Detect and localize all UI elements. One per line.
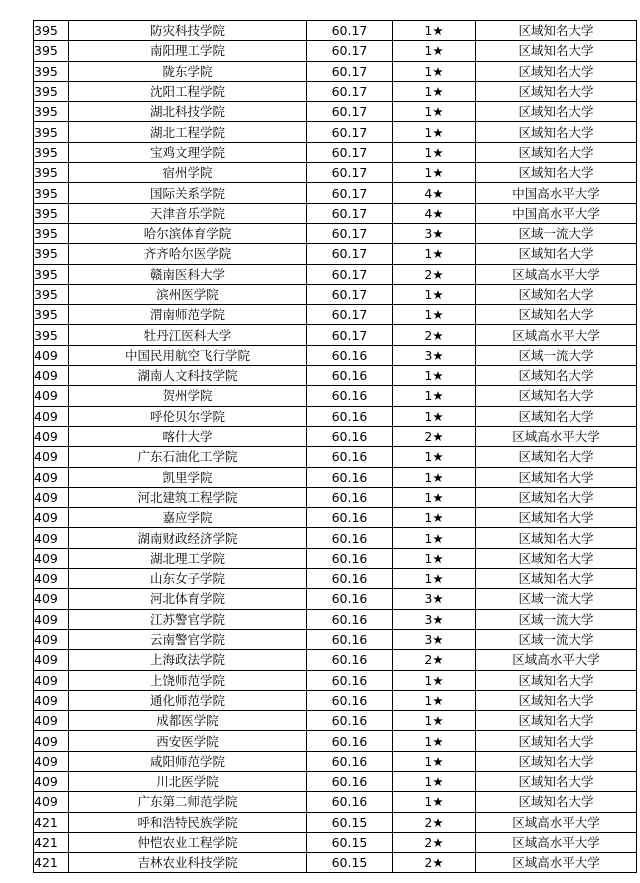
rank-cell: 395 [34, 325, 69, 345]
rank-cell: 409 [34, 426, 69, 446]
rank-cell: 409 [34, 771, 69, 791]
score-cell: 60.16 [307, 711, 393, 731]
level-cell: 区域知名大学 [476, 163, 637, 183]
level-cell: 区域知名大学 [476, 21, 637, 41]
table-row [34, 548, 637, 568]
university-name-cell: 上饶师范学院 [69, 670, 307, 690]
university-name-cell: 呼伦贝尔学院 [69, 406, 307, 426]
table-row [34, 163, 637, 183]
table-row [34, 751, 637, 771]
university-name-cell: 西安医学院 [69, 731, 307, 751]
table-row [34, 61, 637, 81]
rank-cell: 395 [34, 142, 69, 162]
rank-cell: 395 [34, 163, 69, 183]
university-name-cell: 宝鸡文理学院 [69, 142, 307, 162]
score-cell: 60.17 [307, 203, 393, 223]
table-row [34, 142, 637, 162]
score-cell: 60.17 [307, 325, 393, 345]
rank-cell: 409 [34, 731, 69, 751]
rank-cell: 409 [34, 386, 69, 406]
rank-cell: 421 [34, 812, 69, 832]
star-rating-cell: 1★ [393, 528, 476, 548]
score-cell: 60.15 [307, 812, 393, 832]
level-cell: 区域一流大学 [476, 589, 637, 609]
rank-cell: 409 [34, 650, 69, 670]
university-name-cell: 呼和浩特民族学院 [69, 812, 307, 832]
score-cell: 60.16 [307, 650, 393, 670]
university-name-cell: 嘉应学院 [69, 508, 307, 528]
level-cell: 区域知名大学 [476, 386, 637, 406]
score-cell: 60.16 [307, 690, 393, 710]
table-row [34, 426, 637, 446]
rank-cell: 409 [34, 609, 69, 629]
table-row [34, 183, 637, 203]
university-name-cell: 成都医学院 [69, 711, 307, 731]
ranking-table-body [34, 21, 637, 873]
level-cell: 区域高水平大学 [476, 812, 637, 832]
level-cell: 区域知名大学 [476, 467, 637, 487]
rank-cell: 395 [34, 203, 69, 223]
star-rating-cell: 1★ [393, 244, 476, 264]
table-row [34, 731, 637, 751]
star-rating-cell: 1★ [393, 569, 476, 589]
table-row [34, 690, 637, 710]
level-cell: 区域知名大学 [476, 569, 637, 589]
score-cell: 60.17 [307, 284, 393, 304]
star-rating-cell: 3★ [393, 223, 476, 243]
level-cell: 中国高水平大学 [476, 183, 637, 203]
score-cell: 60.17 [307, 163, 393, 183]
rank-cell: 409 [34, 548, 69, 568]
star-rating-cell: 1★ [393, 690, 476, 710]
table-row [34, 812, 637, 832]
rank-cell: 409 [34, 508, 69, 528]
university-name-cell: 仲恺农业工程学院 [69, 832, 307, 852]
table-row [34, 832, 637, 852]
table-row [34, 386, 637, 406]
table-row [34, 650, 637, 670]
rank-cell: 409 [34, 629, 69, 649]
score-cell: 60.16 [307, 406, 393, 426]
rank-cell: 409 [34, 528, 69, 548]
university-name-cell: 齐齐哈尔医学院 [69, 244, 307, 264]
level-cell: 区域一流大学 [476, 629, 637, 649]
level-cell: 区域知名大学 [476, 771, 637, 791]
table-row [34, 305, 637, 325]
rank-cell: 409 [34, 792, 69, 812]
level-cell: 区域知名大学 [476, 142, 637, 162]
star-rating-cell: 1★ [393, 386, 476, 406]
level-cell: 区域知名大学 [476, 102, 637, 122]
star-rating-cell: 1★ [393, 122, 476, 142]
rank-cell: 395 [34, 305, 69, 325]
star-rating-cell: 1★ [393, 284, 476, 304]
table-row [34, 21, 637, 41]
star-rating-cell: 4★ [393, 203, 476, 223]
score-cell: 60.16 [307, 426, 393, 446]
table-row [34, 102, 637, 122]
star-rating-cell: 1★ [393, 771, 476, 791]
score-cell: 60.16 [307, 345, 393, 365]
university-name-cell: 喀什大学 [69, 426, 307, 446]
score-cell: 60.15 [307, 853, 393, 873]
university-name-cell: 宿州学院 [69, 163, 307, 183]
score-cell: 60.16 [307, 508, 393, 528]
university-name-cell: 湖北理工学院 [69, 548, 307, 568]
table-row [34, 366, 637, 386]
star-rating-cell: 1★ [393, 711, 476, 731]
university-name-cell: 牡丹江医科大学 [69, 325, 307, 345]
score-cell: 60.16 [307, 670, 393, 690]
university-name-cell: 河北建筑工程学院 [69, 487, 307, 507]
university-name-cell: 防灾科技学院 [69, 21, 307, 41]
star-rating-cell: 2★ [393, 853, 476, 873]
level-cell: 区域知名大学 [476, 406, 637, 426]
score-cell: 60.17 [307, 122, 393, 142]
star-rating-cell: 1★ [393, 447, 476, 467]
table-row [34, 203, 637, 223]
level-cell: 区域高水平大学 [476, 650, 637, 670]
table-row [34, 792, 637, 812]
university-name-cell: 滨州医学院 [69, 284, 307, 304]
star-rating-cell: 1★ [393, 41, 476, 61]
rank-cell: 409 [34, 711, 69, 731]
score-cell: 60.16 [307, 386, 393, 406]
score-cell: 60.16 [307, 792, 393, 812]
university-name-cell: 云南警官学院 [69, 629, 307, 649]
score-cell: 60.16 [307, 569, 393, 589]
university-name-cell: 中国民用航空飞行学院 [69, 345, 307, 365]
rank-cell: 395 [34, 284, 69, 304]
level-cell: 区域知名大学 [476, 487, 637, 507]
rank-cell: 395 [34, 264, 69, 284]
level-cell: 区域一流大学 [476, 223, 637, 243]
table-row [34, 406, 637, 426]
university-name-cell: 赣南医科大学 [69, 264, 307, 284]
star-rating-cell: 1★ [393, 81, 476, 101]
rank-cell: 395 [34, 21, 69, 41]
score-cell: 60.17 [307, 61, 393, 81]
score-cell: 60.16 [307, 629, 393, 649]
rank-cell: 409 [34, 447, 69, 467]
table-row [34, 244, 637, 264]
score-cell: 60.17 [307, 183, 393, 203]
score-cell: 60.17 [307, 81, 393, 101]
star-rating-cell: 1★ [393, 406, 476, 426]
star-rating-cell: 1★ [393, 61, 476, 81]
university-name-cell: 南阳理工学院 [69, 41, 307, 61]
score-cell: 60.16 [307, 528, 393, 548]
level-cell: 区域知名大学 [476, 548, 637, 568]
level-cell: 区域知名大学 [476, 792, 637, 812]
star-rating-cell: 1★ [393, 102, 476, 122]
university-name-cell: 咸阳师范学院 [69, 751, 307, 771]
rank-cell: 409 [34, 366, 69, 386]
table-row [34, 345, 637, 365]
star-rating-cell: 2★ [393, 264, 476, 284]
rank-cell: 395 [34, 122, 69, 142]
university-name-cell: 国际关系学院 [69, 183, 307, 203]
star-rating-cell: 1★ [393, 751, 476, 771]
level-cell: 区域知名大学 [476, 284, 637, 304]
star-rating-cell: 1★ [393, 366, 476, 386]
rank-cell: 409 [34, 690, 69, 710]
level-cell: 区域高水平大学 [476, 426, 637, 446]
level-cell: 区域知名大学 [476, 122, 637, 142]
level-cell: 区域知名大学 [476, 711, 637, 731]
level-cell: 区域知名大学 [476, 508, 637, 528]
rank-cell: 409 [34, 467, 69, 487]
rank-cell: 409 [34, 345, 69, 365]
level-cell: 区域高水平大学 [476, 832, 637, 852]
rank-cell: 395 [34, 244, 69, 264]
table-row [34, 487, 637, 507]
star-rating-cell: 1★ [393, 142, 476, 162]
level-cell: 区域一流大学 [476, 345, 637, 365]
university-name-cell: 川北医学院 [69, 771, 307, 791]
score-cell: 60.16 [307, 731, 393, 751]
table-row [34, 447, 637, 467]
university-name-cell: 通化师范学院 [69, 690, 307, 710]
rank-cell: 395 [34, 223, 69, 243]
university-name-cell: 天津音乐学院 [69, 203, 307, 223]
star-rating-cell: 3★ [393, 589, 476, 609]
university-name-cell: 上海政法学院 [69, 650, 307, 670]
star-rating-cell: 1★ [393, 21, 476, 41]
score-cell: 60.16 [307, 589, 393, 609]
score-cell: 60.17 [307, 223, 393, 243]
rank-cell: 409 [34, 751, 69, 771]
university-name-cell: 哈尔滨体育学院 [69, 223, 307, 243]
table-row [34, 528, 637, 548]
table-row [34, 284, 637, 304]
table-row [34, 589, 637, 609]
star-rating-cell: 2★ [393, 832, 476, 852]
score-cell: 60.16 [307, 751, 393, 771]
score-cell: 60.17 [307, 244, 393, 264]
university-name-cell: 吉林农业科技学院 [69, 853, 307, 873]
score-cell: 60.16 [307, 366, 393, 386]
university-name-cell: 广东石油化工学院 [69, 447, 307, 467]
table-row [34, 853, 637, 873]
score-cell: 60.17 [307, 41, 393, 61]
rank-cell: 409 [34, 670, 69, 690]
star-rating-cell: 2★ [393, 812, 476, 832]
university-name-cell: 湖北科技学院 [69, 102, 307, 122]
level-cell: 区域知名大学 [476, 447, 637, 467]
star-rating-cell: 3★ [393, 345, 476, 365]
table-row [34, 609, 637, 629]
university-name-cell: 山东女子学院 [69, 569, 307, 589]
rank-cell: 395 [34, 41, 69, 61]
score-cell: 60.17 [307, 305, 393, 325]
table-row [34, 629, 637, 649]
level-cell: 中国高水平大学 [476, 203, 637, 223]
university-name-cell: 湖北工程学院 [69, 122, 307, 142]
star-rating-cell: 1★ [393, 548, 476, 568]
level-cell: 区域知名大学 [476, 61, 637, 81]
score-cell: 60.17 [307, 264, 393, 284]
university-name-cell: 陇东学院 [69, 61, 307, 81]
score-cell: 60.16 [307, 487, 393, 507]
table-row [34, 467, 637, 487]
star-rating-cell: 3★ [393, 629, 476, 649]
score-cell: 60.16 [307, 467, 393, 487]
rank-cell: 421 [34, 832, 69, 852]
rank-cell: 421 [34, 853, 69, 873]
table-row [34, 771, 637, 791]
star-rating-cell: 1★ [393, 792, 476, 812]
university-name-cell: 贺州学院 [69, 386, 307, 406]
level-cell: 区域知名大学 [476, 305, 637, 325]
star-rating-cell: 1★ [393, 487, 476, 507]
university-name-cell: 广东第二师范学院 [69, 792, 307, 812]
star-rating-cell: 1★ [393, 305, 476, 325]
score-cell: 60.16 [307, 609, 393, 629]
score-cell: 60.15 [307, 832, 393, 852]
table-row [34, 508, 637, 528]
table-row [34, 264, 637, 284]
university-name-cell: 渭南师范学院 [69, 305, 307, 325]
star-rating-cell: 1★ [393, 670, 476, 690]
rank-cell: 409 [34, 569, 69, 589]
rank-cell: 395 [34, 81, 69, 101]
rank-cell: 409 [34, 589, 69, 609]
level-cell: 区域高水平大学 [476, 264, 637, 284]
level-cell: 区域知名大学 [476, 41, 637, 61]
table-row [34, 325, 637, 345]
university-name-cell: 湖南财政经济学院 [69, 528, 307, 548]
rank-cell: 395 [34, 102, 69, 122]
ranking-table [33, 20, 637, 873]
star-rating-cell: 1★ [393, 731, 476, 751]
star-rating-cell: 1★ [393, 467, 476, 487]
table-row [34, 223, 637, 243]
table-row [34, 41, 637, 61]
level-cell: 区域知名大学 [476, 670, 637, 690]
star-rating-cell: 1★ [393, 508, 476, 528]
university-name-cell: 江苏警官学院 [69, 609, 307, 629]
table-row [34, 122, 637, 142]
score-cell: 60.16 [307, 548, 393, 568]
rank-cell: 409 [34, 406, 69, 426]
university-name-cell: 凯里学院 [69, 467, 307, 487]
score-cell: 60.17 [307, 142, 393, 162]
level-cell: 区域一流大学 [476, 609, 637, 629]
star-rating-cell: 4★ [393, 183, 476, 203]
score-cell: 60.16 [307, 447, 393, 467]
table-row [34, 81, 637, 101]
table-row [34, 569, 637, 589]
level-cell: 区域高水平大学 [476, 853, 637, 873]
university-name-cell: 河北体育学院 [69, 589, 307, 609]
score-cell: 60.17 [307, 102, 393, 122]
level-cell: 区域知名大学 [476, 751, 637, 771]
university-name-cell: 湖南人文科技学院 [69, 366, 307, 386]
table-row [34, 711, 637, 731]
level-cell: 区域知名大学 [476, 244, 637, 264]
level-cell: 区域知名大学 [476, 81, 637, 101]
rank-cell: 409 [34, 487, 69, 507]
level-cell: 区域知名大学 [476, 528, 637, 548]
star-rating-cell: 3★ [393, 609, 476, 629]
rank-cell: 395 [34, 61, 69, 81]
level-cell: 区域知名大学 [476, 731, 637, 751]
table-row [34, 670, 637, 690]
score-cell: 60.17 [307, 21, 393, 41]
university-name-cell: 沈阳工程学院 [69, 81, 307, 101]
score-cell: 60.16 [307, 771, 393, 791]
star-rating-cell: 1★ [393, 163, 476, 183]
level-cell: 区域高水平大学 [476, 325, 637, 345]
level-cell: 区域知名大学 [476, 690, 637, 710]
star-rating-cell: 2★ [393, 650, 476, 670]
star-rating-cell: 2★ [393, 325, 476, 345]
rank-cell: 395 [34, 183, 69, 203]
star-rating-cell: 2★ [393, 426, 476, 446]
level-cell: 区域知名大学 [476, 366, 637, 386]
